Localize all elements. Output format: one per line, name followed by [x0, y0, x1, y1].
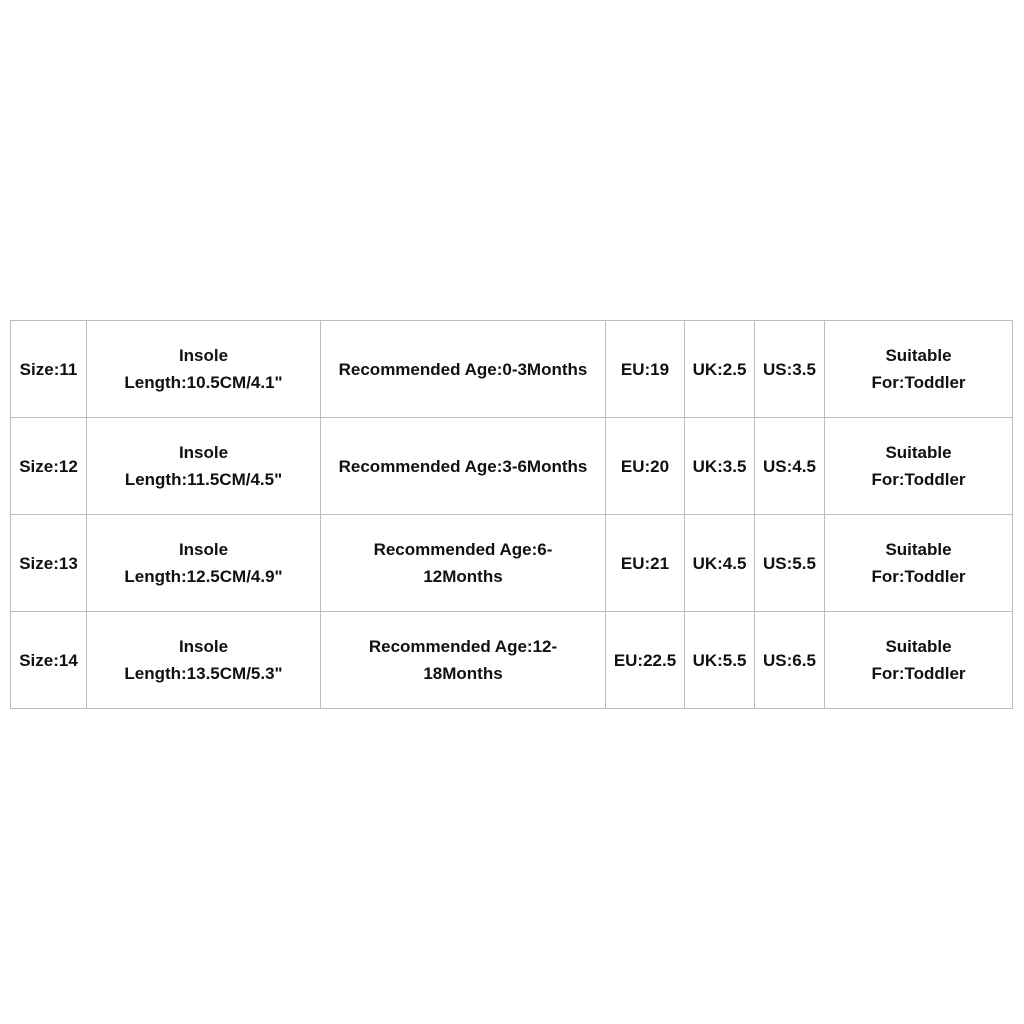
- us-size-cell: US:4.5: [755, 418, 825, 515]
- recommended-age-cell: [321, 321, 606, 418]
- uk-size-cell: UK:4.5: [685, 515, 755, 612]
- suitable-label: Suitable: [885, 540, 952, 559]
- insole-label: Insole: [178, 540, 229, 559]
- size-cell: Size:14: [11, 612, 87, 709]
- suitable-for-value: For:Toddler: [871, 567, 966, 586]
- recommended-age-text: Recommended Age:0-3Months: [338, 359, 588, 379]
- table-row: [11, 321, 1013, 418]
- recommended-age-text-cont: 18Months: [423, 664, 503, 683]
- insole-length-cell: [87, 515, 321, 612]
- insole-label: Insole: [178, 443, 229, 462]
- table-row: [11, 418, 1013, 515]
- suitable-label: Suitable: [885, 637, 952, 656]
- insole-length-value: Length:10.5CM/4.1": [124, 373, 283, 392]
- eu-size-cell: EU:19: [606, 321, 685, 418]
- recommended-age-text-cont: 12Months: [423, 567, 503, 586]
- suitable-label: Suitable: [885, 443, 952, 462]
- suitable-for-cell: [825, 612, 1013, 709]
- uk-size-cell: UK:2.5: [685, 321, 755, 418]
- uk-size-cell: UK:3.5: [685, 418, 755, 515]
- recommended-age-cell: [321, 418, 606, 515]
- table-row: [11, 612, 1013, 709]
- insole-length-cell: [87, 612, 321, 709]
- insole-label: Insole: [178, 346, 229, 365]
- insole-length-value: Length:11.5CM/4.5": [124, 470, 283, 489]
- suitable-for-value: For:Toddler: [871, 373, 966, 392]
- recommended-age-cell: [321, 515, 606, 612]
- recommended-age-text: Recommended Age:6-: [373, 540, 553, 559]
- us-size-cell: US:5.5: [755, 515, 825, 612]
- table-row: [11, 515, 1013, 612]
- recommended-age-cell: [321, 612, 606, 709]
- suitable-for-value: For:Toddler: [871, 664, 966, 683]
- size-cell: Size:13: [11, 515, 87, 612]
- eu-size-cell: EU:22.5: [606, 612, 685, 709]
- suitable-for-cell: [825, 418, 1013, 515]
- insole-length-value: Length:12.5CM/4.9": [124, 567, 283, 586]
- size-chart-table: [10, 320, 1013, 709]
- us-size-cell: US:6.5: [755, 612, 825, 709]
- eu-size-cell: EU:21: [606, 515, 685, 612]
- suitable-label: Suitable: [885, 346, 952, 365]
- suitable-for-cell: [825, 321, 1013, 418]
- insole-length-cell: [87, 321, 321, 418]
- suitable-for-value: For:Toddler: [871, 470, 966, 489]
- uk-size-cell: UK:5.5: [685, 612, 755, 709]
- size-cell: Size:12: [11, 418, 87, 515]
- insole-label: Insole: [178, 637, 229, 656]
- suitable-for-cell: [825, 515, 1013, 612]
- insole-length-value: Length:13.5CM/5.3": [124, 664, 283, 683]
- eu-size-cell: EU:20: [606, 418, 685, 515]
- size-cell: Size:11: [11, 321, 87, 418]
- recommended-age-text: Recommended Age:12-: [368, 637, 558, 656]
- us-size-cell: US:3.5: [755, 321, 825, 418]
- recommended-age-text: Recommended Age:3-6Months: [338, 456, 588, 476]
- insole-length-cell: [87, 418, 321, 515]
